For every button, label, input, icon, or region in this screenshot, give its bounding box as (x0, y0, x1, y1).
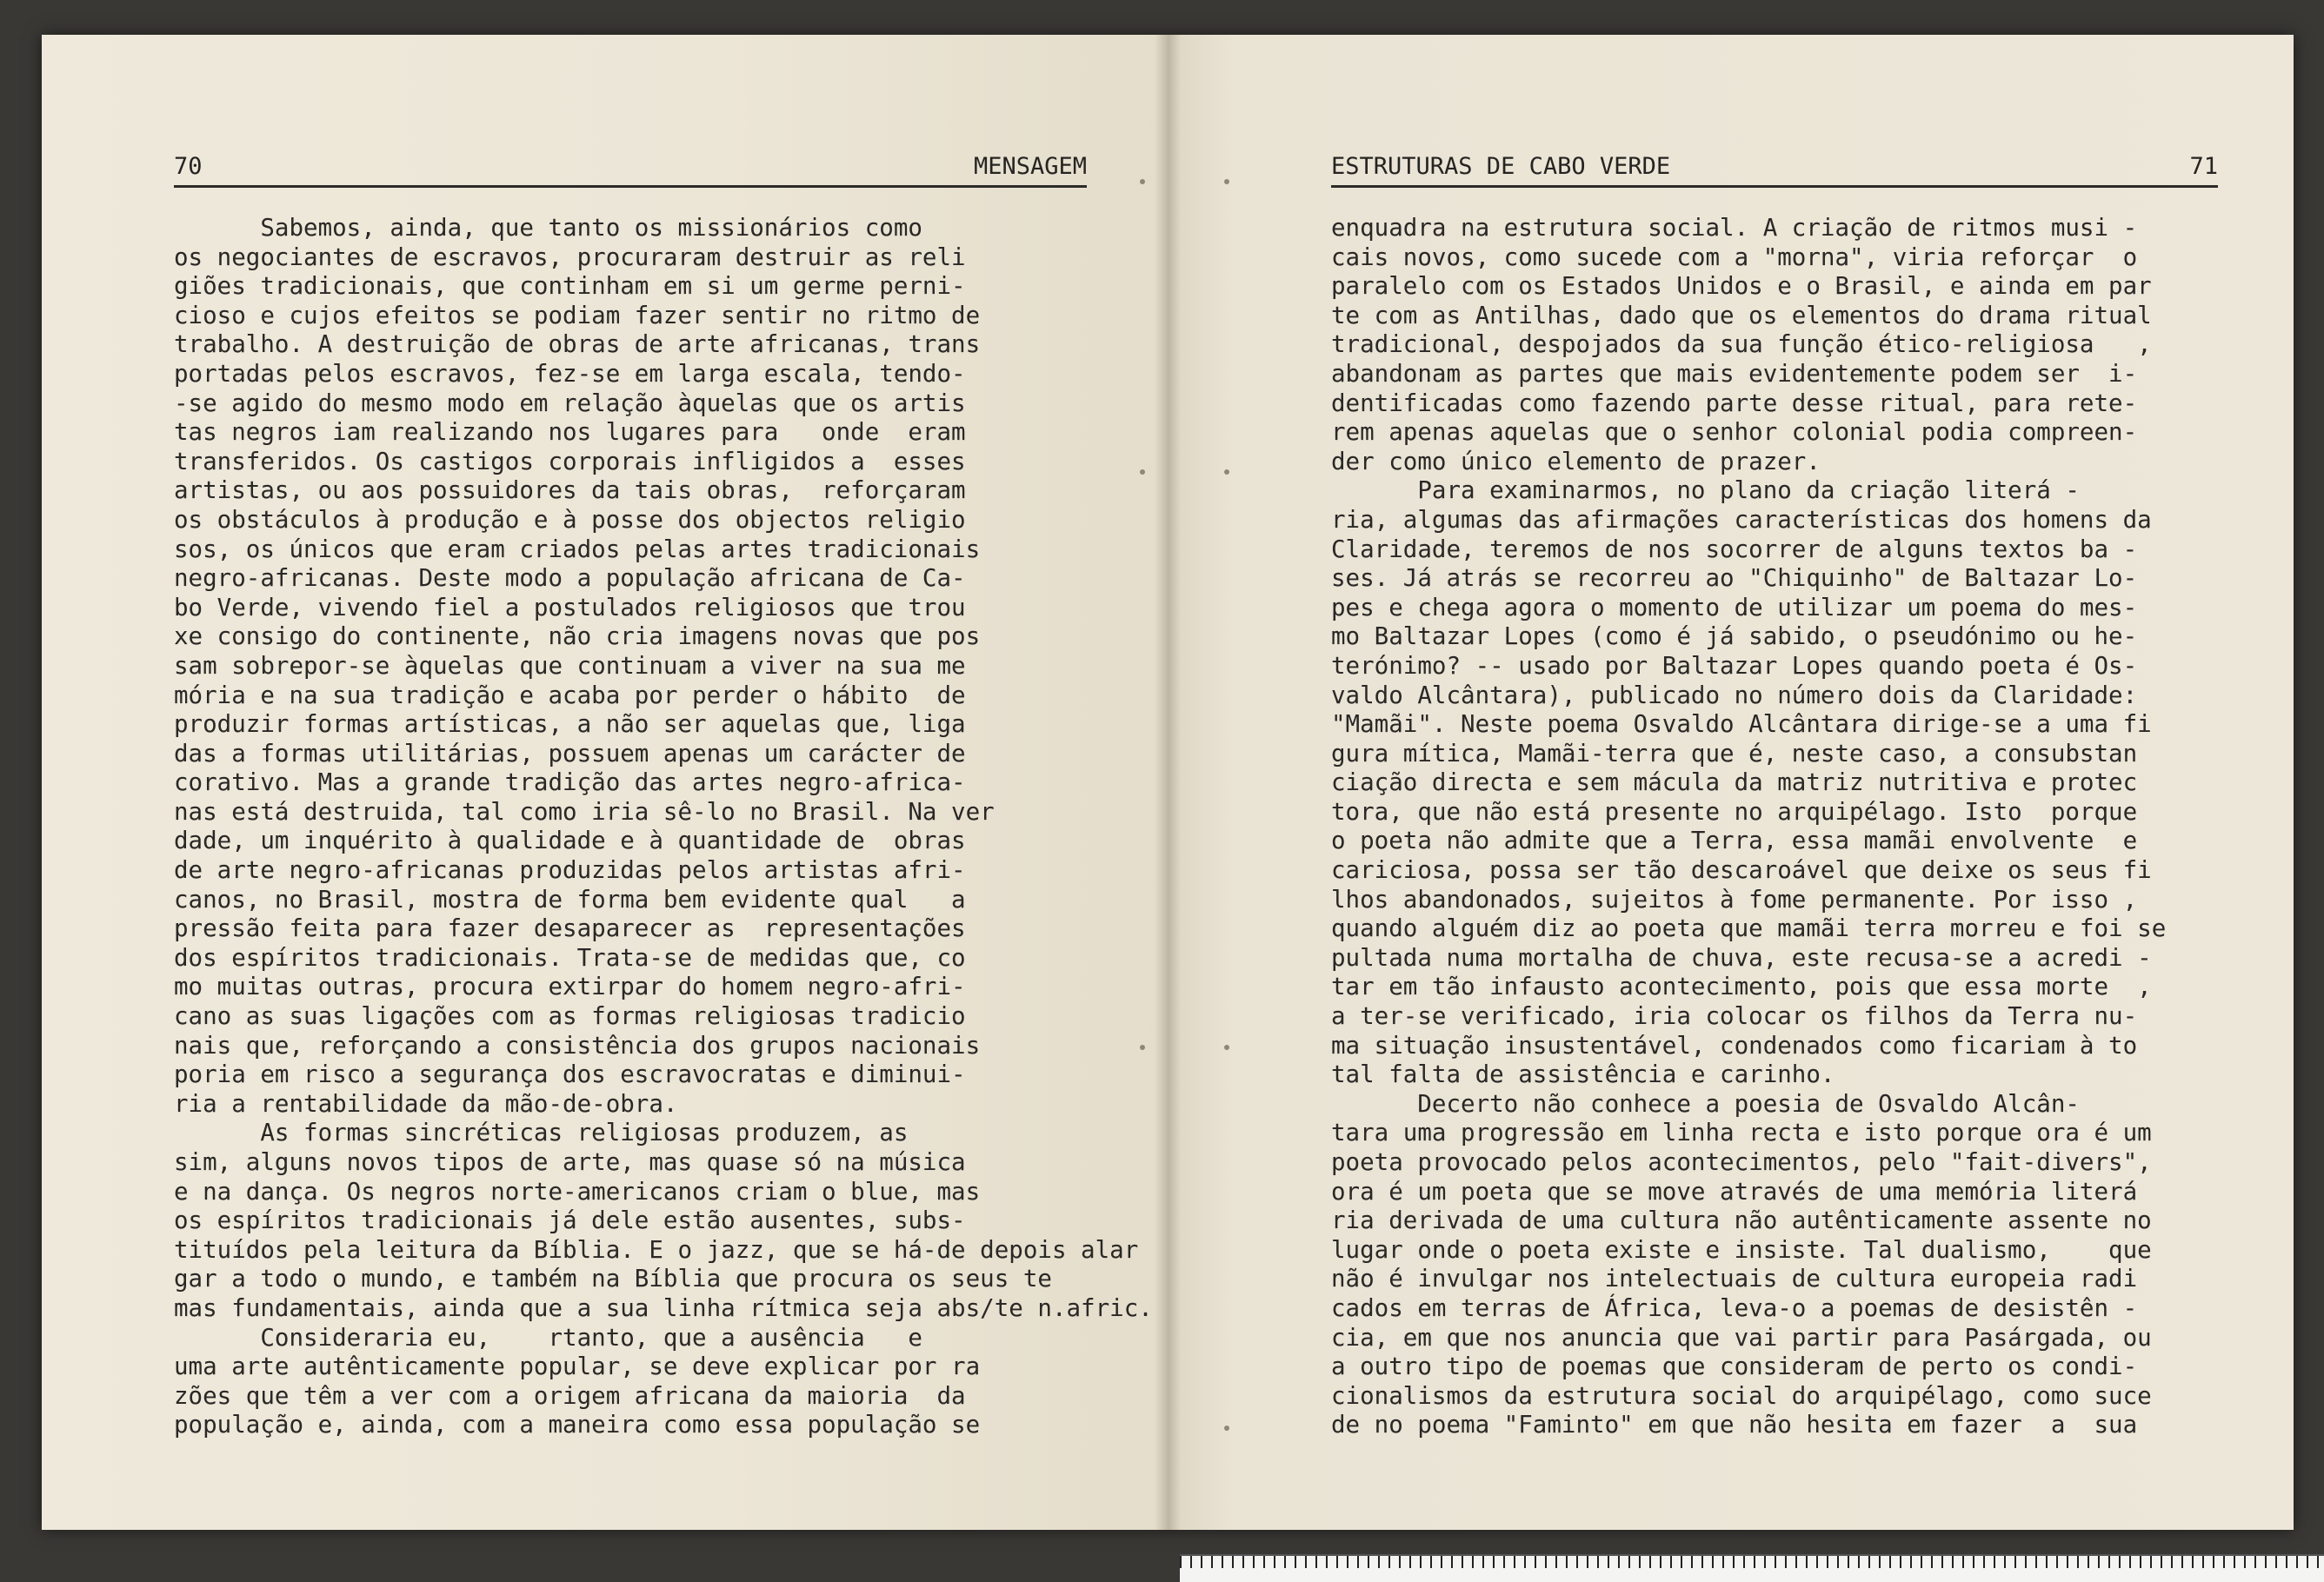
text-line: negro-africanas. Deste modo a população africana de Ca- (174, 564, 966, 593)
text-line: canos, no Brasil, mostra de forma bem evidente qual a (174, 885, 966, 914)
text-line: As formas sincréticas religiosas produzem, as (174, 1119, 909, 1147)
text-line: tal falta de assistência e carinho. (1331, 1060, 1835, 1089)
running-title: ESTRUTURAS DE CABO VERDE (1331, 153, 1671, 180)
scale-ruler (1180, 1554, 2324, 1582)
text-line: valdo Alcântara), publicado no número dois da Claridade: (1331, 681, 2138, 709)
text-line: pes e chega agora o momento de utilizar um poema do mes- (1331, 593, 2138, 622)
text-line: o poeta não admite que a Terra, essa mamãi envolvente e (1331, 827, 2138, 855)
text-line: cariciosa, possa ser tão descaroável que deixe os seus fi (1331, 856, 2152, 885)
text-line: os obstáculos à produção e à posse dos objectos religio (174, 505, 966, 534)
text-line: cados em terras de África, leva-o a poemas de desistên - (1331, 1293, 2138, 1322)
text-line: os espíritos tradicionais já dele estão ausentes, subs- (174, 1206, 966, 1235)
text-line: transferidos. Os castigos corporais infligidos a esses (174, 447, 966, 475)
text-line: Consideraria eu, rtanto, que a ausência e (174, 1323, 922, 1352)
right-page-header (1331, 127, 2218, 188)
text-line: uma arte autênticamente popular, se deve explicar por ra (174, 1353, 981, 1381)
text-line: dade, um inquérito à qualidade e à quantidade de obras (174, 827, 966, 855)
left-page (42, 35, 1168, 1530)
text-line: gar a todo o mundo, e também na Bíblia que procura os seus te (174, 1265, 1052, 1293)
text-line: sim, alguns novos tipos de arte, mas quase só na música (174, 1148, 966, 1176)
text-line: tas negros iam realizando nos lugares para onde eram (174, 418, 966, 447)
text-line: -se agido do mesmo modo em relação àquelas que os artis (174, 389, 966, 417)
binding-hole (1140, 179, 1145, 184)
text-line: Sabemos, ainda, que tanto os missionários como (174, 214, 922, 242)
text-line: pultada numa mortalha de chuva, este recusa-se a acredi - (1331, 943, 2152, 972)
text-line: abandonam as partes que mais evidentemente podem ser i- (1331, 359, 2138, 388)
text-line: ciação directa e sem mácula da matriz nutritiva e protec (1331, 768, 2138, 797)
binding-hole (1140, 1045, 1145, 1050)
text-line: cioso e cujos efeitos se podiam fazer sentir no ritmo de (174, 301, 981, 329)
text-line: cais novos, como sucede com a "morna", viria reforçar o (1331, 243, 2138, 271)
text-line: mória e na sua tradição e acaba por perder o hábito de (174, 681, 966, 709)
page-number: 70 (174, 153, 203, 180)
text-line: a ter-se verificado, iria colocar os filhos da Terra nu- (1331, 1002, 2138, 1031)
text-line: ora é um poeta que se move através de uma memória literá (1331, 1177, 2138, 1206)
text-line: corativo. Mas a grande tradição das artes negro-africa- (174, 768, 966, 797)
text-line: Claridade, teremos de nos socorrer de alguns textos ba - (1331, 535, 2138, 563)
binding-hole (1140, 469, 1145, 475)
text-line: cionalismos da estrutura social do arquipélago, como suce (1331, 1381, 2152, 1410)
text-line: tituídos pela leitura da Bíblia. E o jazz, que se há-de depois alar (174, 1235, 1139, 1264)
text-line: der como único elemento de prazer. (1331, 447, 1821, 475)
text-line: lhos abandonados, sujeitos à fome permanente. Por isso , (1331, 885, 2138, 914)
text-line: Decerto não conhece a poesia de Osvaldo Alcân- (1331, 1089, 2080, 1118)
text-line: tar em tão infausto acontecimento, pois que essa morte , (1331, 973, 2152, 1001)
text-line: pressão feita para fazer desaparecer as representações (174, 914, 966, 943)
text-line: poria em risco a segurança dos escravocratas e diminui- (174, 1060, 966, 1089)
text-line: quando alguém diz ao poeta que mamãi terra morreu e foi se (1331, 914, 2167, 943)
text-line: ses. Já atrás se recorreu ao "Chiquinho" de Baltazar Lo- (1331, 564, 2138, 593)
text-line: ria a rentabilidade da mão-de-obra. (174, 1089, 678, 1118)
page-number: 71 (2189, 153, 2218, 180)
text-line: portadas pelos escravos, fez-se em larga escala, tendo- (174, 359, 966, 388)
text-line: população e, ainda, com a maneira como essa população se (174, 1411, 981, 1439)
text-line: terónimo? -- usado por Baltazar Lopes quando poeta é Os- (1331, 651, 2138, 680)
text-line: gura mítica, Mamãi-terra que é, neste caso, a consubstan (1331, 739, 2138, 768)
binding-hole (1224, 1426, 1229, 1431)
binding-hole (1224, 1045, 1229, 1050)
text-line: artistas, ou aos possuidores da tais obras, reforçaram (174, 476, 966, 505)
text-line: lugar onde o poeta existe e insiste. Tal dualismo, que (1331, 1235, 2152, 1264)
text-line: rem apenas aquelas que o senhor colonial podia compreen- (1331, 418, 2138, 447)
text-line: paralelo com os Estados Unidos e o Brasil, e ainda em par (1331, 272, 2152, 301)
text-line: e na dança. Os negros norte-americanos criam o blue, mas (174, 1177, 981, 1206)
book-gutter (1155, 35, 1181, 1530)
text-line: das a formas utilitárias, possuem apenas um carácter de (174, 739, 966, 768)
text-line: mas fundamentais, ainda que a sua linha rítmica seja abs/te n.afric. (174, 1293, 1153, 1322)
text-line: de arte negro-africanas produzidas pelos artistas afri- (174, 856, 966, 885)
left-page-header (174, 127, 1087, 188)
text-line: ria, algumas das afirmações características dos homens da (1331, 505, 2152, 534)
text-line: de no poema "Faminto" em que não hesita em fazer a sua (1331, 1411, 2138, 1439)
text-line: produzir formas artísticas, a não ser aquelas que, liga (174, 710, 966, 739)
text-line: te com as Antilhas, dado que os elementos do drama ritual (1331, 301, 2152, 329)
text-line: tara uma progressão em linha recta e isto porque ora é um (1331, 1119, 2152, 1147)
text-line: giões tradicionais, que continham em si um germe perni- (174, 272, 966, 301)
text-line: tora, que não está presente no arquipélago. Isto porque (1331, 797, 2138, 826)
text-line: cano as suas ligações com as formas religiosas tradicio (174, 1002, 966, 1031)
text-line: sos, os únicos que eram criados pelas artes tradicionais (174, 535, 981, 563)
text-line: mo muitas outras, procura extirpar do homem negro-afri- (174, 973, 966, 1001)
right-page (1168, 35, 2294, 1530)
text-line: mo Baltazar Lopes (como é já sabido, o pseudónimo ou he- (1331, 622, 2138, 651)
text-line: Para examinarmos, no plano da criação literá - (1331, 476, 2080, 505)
text-line: tradicional, despojados da sua função ético-religiosa , (1331, 330, 2152, 359)
running-title: MENSAGEM (973, 153, 1087, 180)
text-line: trabalho. A destruição de obras de arte africanas, trans (174, 330, 981, 359)
text-line: sam sobrepor-se àquelas que continuam a viver na sua me (174, 651, 966, 680)
text-line: ma situação insustentável, condenados como ficariam à to (1331, 1031, 2138, 1060)
right-page-body (1331, 214, 2218, 1440)
text-line: dentificadas como fazendo parte desse ritual, para rete- (1331, 389, 2138, 417)
text-line: bo Verde, vivendo fiel a postulados religiosos que trou (174, 593, 966, 622)
text-line: enquadra na estrutura social. A criação de ritmos musi - (1331, 214, 2138, 242)
text-line: nais que, reforçando a consistência dos grupos nacionais (174, 1031, 981, 1060)
text-line: nas está destruida, tal como iria sê-lo no Brasil. Na ver (174, 797, 995, 826)
text-line: cia, em que nos anuncia que vai partir para Pasárgada, ou (1331, 1323, 2152, 1352)
left-page-body (174, 214, 1153, 1440)
text-line: xe consigo do continente, não cria imagens novas que pos (174, 622, 981, 651)
binding-hole (1224, 179, 1229, 184)
text-line: ria derivada de uma cultura não autênticamente assente no (1331, 1206, 2152, 1235)
text-line: os negociantes de escravos, procuraram destruir as reli (174, 243, 966, 271)
text-line: "Mamãi". Neste poema Osvaldo Alcântara dirige-se a uma fi (1331, 710, 2152, 739)
text-line: poeta provocado pelos acontecimentos, pelo "fait-divers", (1331, 1148, 2152, 1176)
text-line: não é invulgar nos intelectuais de cultura europeia radi (1331, 1265, 2138, 1293)
text-line: zões que têm a ver com a origem africana da maioria da (174, 1381, 966, 1410)
text-line: dos espíritos tradicionais. Trata-se de medidas que, co (174, 943, 966, 972)
book-spread (42, 35, 2294, 1530)
binding-hole (1224, 469, 1229, 475)
text-line: a outro tipo de poemas que consideram de perto os condi- (1331, 1353, 2138, 1381)
